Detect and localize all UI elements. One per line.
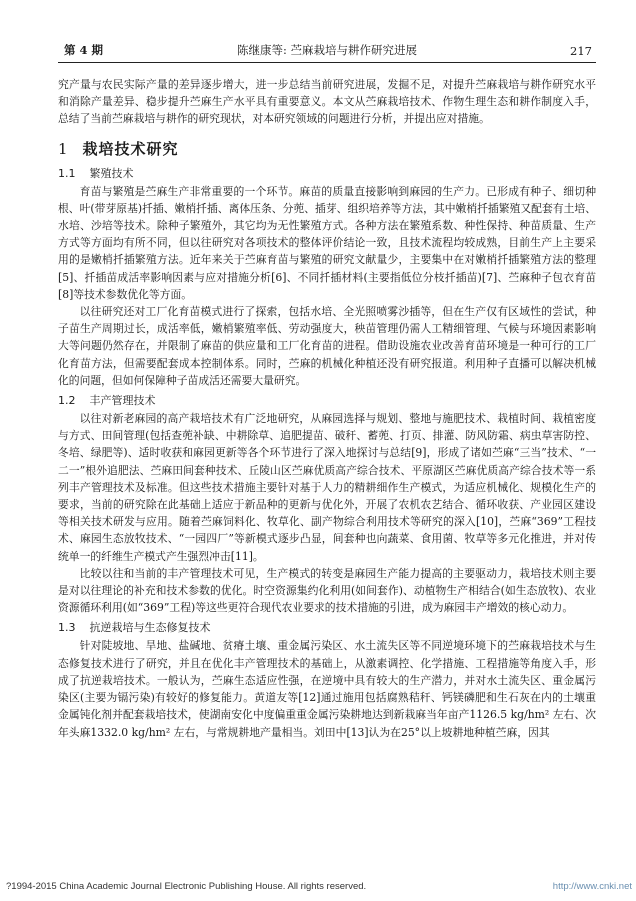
running-title: 陈继康等: 苎麻栽培与耕作研究进展 — [236, 43, 418, 57]
subsection-heading-1-3 — [58, 619, 596, 635]
subsection-title: 繁殖技术 — [89, 166, 134, 180]
subsection-title: 抗逆栽培与生态修复技术 — [89, 621, 211, 635]
site-link[interactable]: http://www.cnki.net — [552, 881, 632, 892]
subsection-number: 1.1 — [58, 166, 76, 180]
copyright-notice: ?1994-2015 China Academic Journal Electronic Publishing House. All rights reserved. — [6, 881, 367, 892]
page-number: 217 — [570, 44, 592, 58]
paragraph: 以往对新老麻园的高产栽培技术有广泛地研究，从麻园选择与规划、整地与施肥技术、栽植时间、栽植密度与方式、田间管理(包括查蔸补缺、中耕除草、追肥提苗、破秆、蓄蔸、打页、排灌、防风防霜、病虫草害防控、冬培、绿肥等)、适时收获和麻园更新等各个环节进行了深入地探讨与总结[9]，形成了诸如苎麻“三当”技术、“一二一”根外追肥法、苎麻田间套种技术、丘陵山区苎麻优质高产综合技术、平原湖区苎麻优质高产综合技术等一系列丰产管理技术及标准。但这些技术措施主要针对基于人力的精耕细作生产模式，为适应机械化、规模化生产的要求，当前的研究除在此基础上适应于新品种的更新与优化外，开展了农机农艺结合、循环收获、产业园区建设等相关技术研发与应用。随着苎麻饲料化、牧草化、副产物综合利用技术等研究的深入[10]，苎麻“369”工程技术、麻园生态放牧技术、“一园四厂”等新模式逐步凸显，间套种也向蔬菜、食用菌、牧草等多元化推进，并对传统单一的纤维生产模式产生强烈冲击[11]。 — [58, 412, 596, 563]
subsection-heading-1-1 — [58, 165, 596, 181]
subsection-title: 丰产管理技术 — [89, 394, 156, 408]
page-footer — [0, 881, 636, 895]
intro-paragraph: 究产量与农民实际产量的差异逐步增大，进一步总结当前研究进展，发掘不足，对提升苎麻栽培与耕作研究水平和消除产量差异、稳步提升苎麻生产水平具有重要意义。本文从苎麻栽培技术、作物生理生态和耕作制度入手，总结了当前苎麻栽培与耕作的研究现状，对本研究领域的问题进行分析，并提出应对措施。 — [58, 78, 596, 126]
section-title: 栽培技术研究 — [82, 139, 179, 158]
paragraph: 比较以往和当前的丰产管理技术可见，生产模式的转变是麻园生产能力提高的主要驱动力，栽培技术则主要是对以往理论的补充和技术参数的优化。时空资源集约化利用(如间套作)、动植物生产相结合(如生态放牧)、农业资源循环利用(如“369”工程)等这些更符合现代农业要求的技术措施的引进，成为麻园丰产增效的核心动力。 — [58, 566, 596, 615]
section-heading — [58, 138, 596, 159]
article-body — [58, 76, 596, 741]
subsection-number: 1.3 — [58, 621, 76, 635]
subsection-heading-1-2 — [58, 392, 596, 408]
section-number: 1 — [58, 139, 69, 158]
subsection-number: 1.2 — [58, 394, 76, 408]
running-header — [58, 40, 596, 63]
paragraph: 育苗与繁殖是苎麻生产非常重要的一个环节。麻苗的质量直接影响到麻园的生产力。已形成有种子、细切种根、叶(带芽原基)扦插、嫩梢扦插、离体压条、分蔸、插芽、组织培养等方法，其中嫩梢扦插繁殖又配套有土培、水培、沙培等技术。除种子繁殖外，其它均为无性繁殖方式。各种方法在繁殖系数、种性保持、种苗质量、生产方式等方面均有所不同，但以往研究对各项技术的整体评价结论一致，且技术流程均较成熟，目前生产上主要采用的是嫩梢扦插繁殖方法。近年来关于苎麻育苗与繁殖的研究文献量少，主要集中在对嫩梢扦插繁殖方法的整理[5]、扦插苗成活率影响因素与应对措施分析[6]、不同扦插材料(主要指低位分枝扦插苗)[7]、苎麻种子包衣育苗[8]等技术参数优化等方面。 — [58, 184, 596, 301]
issue-number: 第 4 期 — [64, 43, 104, 57]
paragraph: 以往研究还对工厂化育苗模式进行了探索，包括水培、全光照喷雾沙插等，但在生产仅有区域性的尝试，种子苗生产周期过长，成活率低，嫩梢繁殖率低、劳动强度大，秧苗管理仍需人工精细管理、气候与环境因素影响大等问题仍然存在，并限制了麻苗的供应量和工厂化育苗的进程。借助设施农业改善育苗环境是一种可行的工厂化育苗方法，但需要配套成本控制体系。同时，苎麻的机械化种植还没有研究报道。利用种子直播可以解决机械化的问题，但如何保障种子苗成活还需要大量研究。 — [58, 305, 596, 387]
paragraph: 针对陡坡地、旱地、盐碱地、贫瘠土壤、重金属污染区、水土流失区等不同逆境环境下的苎麻栽培技术与生态修复技术进行了研究，并且在优化丰产管理技术的基础上，从激素调控、化学措施、工程措施等角度入手，形成了抗逆栽培技术。一般认为，苎麻生态适应性强，在逆境中具有较大的生产潜力，并对水土流失区、重金属污染区(主要为镉污染)有较好的修复能力。黄道友等[12]通过施用包括腐熟秸秆、钙镁磷肥和生石灰在内的土壤重金属钝化剂并配套栽培技术，使湖南安化中度偏重重金属污染耕地达到新栽麻当年亩产1126.5 kg/hm² 左右、次年头麻1332.0 kg/hm² 左右，与常规耕地产量相当。刘田中[13]认为在25°以上坡耕地种植苎麻，因其 — [58, 639, 596, 739]
